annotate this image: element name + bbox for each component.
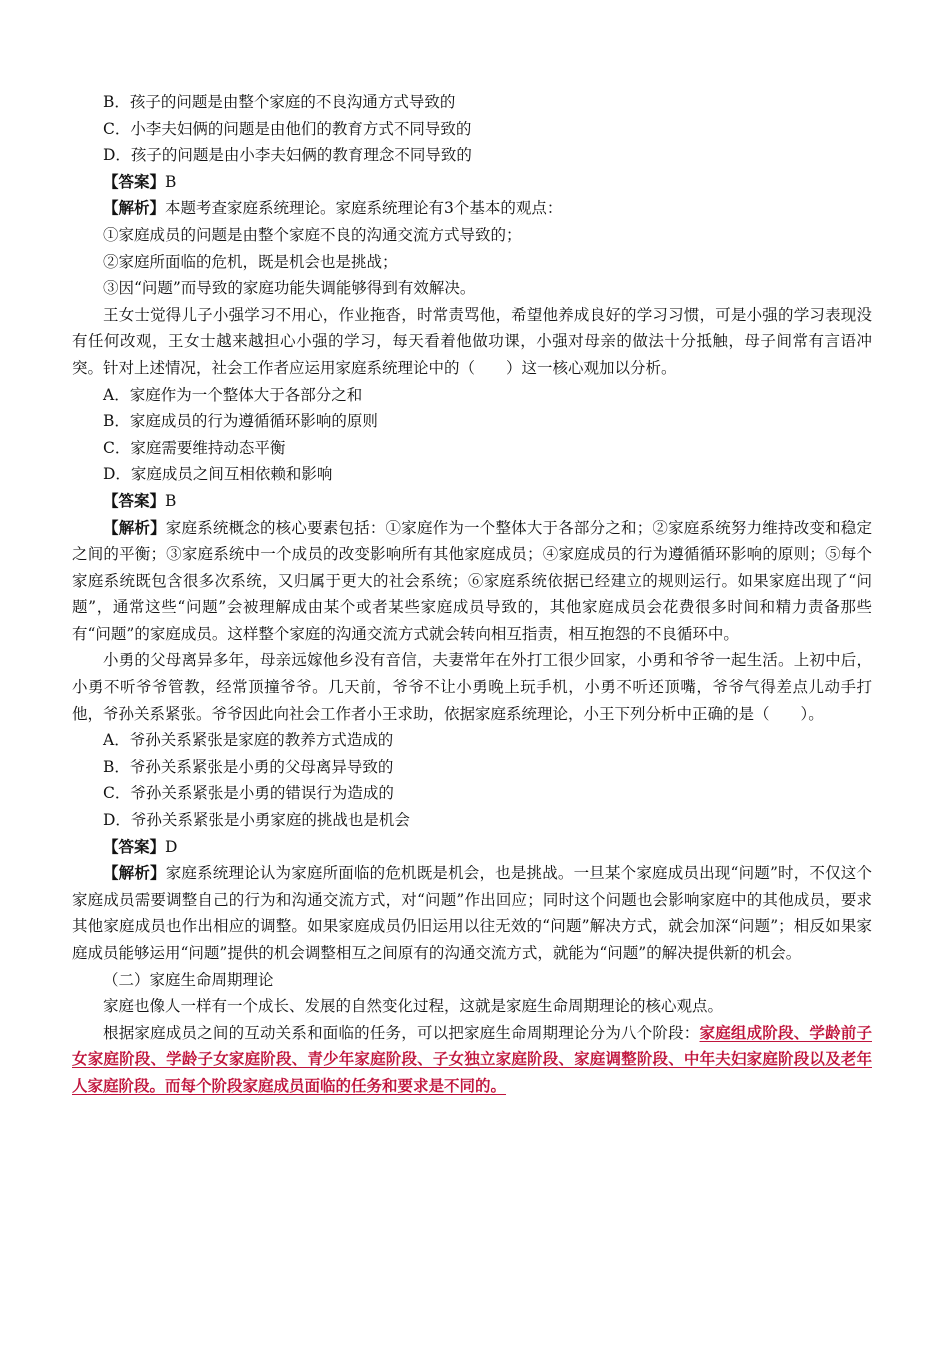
analysis-point-2: ②家庭所面临的危机，既是机会也是挑战；: [103, 252, 398, 271]
analysis-line: [72, 195, 872, 222]
answer-label: 【答案】: [103, 490, 166, 510]
option-b: B．爷孙关系紧张是小勇的父母离异导致的: [103, 757, 394, 776]
option-d: D．爷孙关系紧张是小勇家庭的挑战也是机会: [103, 811, 410, 830]
analysis-label: 【解析】: [103, 198, 166, 218]
option-a: A．爷孙关系紧张是家庭的教养方式造成的: [103, 731, 394, 750]
analysis-point-3: ③因“问题”而导致的家庭功能失调能够得到有效解决。: [103, 279, 476, 298]
section-paragraph: 家庭也像人一样有一个成长、发展的自然变化过程，这就是家庭生命周期理论的核心观点。: [103, 997, 724, 1016]
option-c: C．家庭需要维持动态平衡: [103, 438, 286, 457]
stages-highlight: 家庭组成阶段、学龄前子女家庭阶段、学龄子女家庭阶段、青少年家庭阶段、子女独立家庭阶段、家庭调整阶段、中年夫妇家庭阶段以及老年人家庭阶段。而每个阶段家庭成员面临的任务和要求是不同的。: [72, 1022, 872, 1095]
analysis-text: 本题考查家庭系统理论。家庭系统理论有3个基本的观点：: [165, 199, 563, 218]
option-b: B．家庭成员的行为遵循循环影响的原则: [103, 412, 378, 431]
section-paragraph-stages: [72, 1020, 872, 1100]
answer-label: 【答案】: [103, 171, 166, 191]
analysis-text: 家庭系统概念的核心要素包括：①家庭作为一个整体大于各部分之和；②家庭系统努力维持改变和稳定之间的平衡；③家庭系统中一个成员的改变影响所有其他家庭成员；④家庭成员的行为遵循循环影响的原则；⑤每个家庭系统既包含很多次系统，又归属于更大的社会系统；⑥家庭系统依据已经建立的规则运行。如果家庭出现了“问题”，通常这些“问题”会被理解成由某个或者某些家庭成员导致的，其他家庭成员会花费很多时间和精力责备那些有“问题”的家庭成员。这样整个家庭的沟通交流方式就会转向相互指责，相互抱怨的不良循环中。: [72, 518, 872, 643]
stages-intro: 根据家庭成员之间的互动关系和面临的任务，可以把家庭生命周期理论分为八个阶段：: [103, 1023, 700, 1042]
question-stem: 王女士觉得儿子小强学习不用心，作业拖沓，时常责骂他，希望他养成良好的学习习惯，可是小强的学习表现没有任何改观，王女士越来越担心小强的学习，每天看着他做功课，小强对母亲的做法十分抵触，母子间常有言语冲突。针对上述情况，社会工作者应运用家庭系统理论中的（ ）这一核心观加以分析。: [72, 305, 872, 377]
answer-line: [72, 488, 872, 515]
analysis-paragraph: [72, 515, 872, 648]
question-stem: 小勇的父母离异多年，母亲远嫁他乡没有音信，夫妻常年在外打工很少回家，小勇和爷爷一起生活。上初中后，小勇不听爷爷管教，经常顶撞爷爷。几天前，爷爷不让小勇晚上玩手机，小勇不听还顶嘴，爷爷气得差点儿动手打他，爷孙关系紧张。爷爷因此向社会工作者小王求助，依据家庭系统理论，小王下列分析中正确的是（ ）。: [72, 651, 872, 723]
analysis-label: 【解析】: [103, 517, 166, 537]
analysis-text: 家庭系统理论认为家庭所面临的危机既是机会，也是挑战。一旦某个家庭成员出现“问题”时，不仅这个家庭成员需要调整自己的行为和沟通交流方式，对“问题”作出回应；同时这个问题也会影响家庭中的其他成员，要求其他家庭成员也作出相应的调整。如果家庭成员仍旧运用以往无效的“问题”解决方式，就会加深“问题”；相反如果家庭成员能够运用“问题”提供的机会调整相互之间原有的沟通交流方式，就能为“问题”的解决提供新的机会。: [72, 864, 872, 962]
option-b: B．孩子的问题是由整个家庭的不良沟通方式导致的: [103, 93, 456, 111]
answer-line: [72, 169, 872, 196]
answer-value: B: [165, 491, 177, 510]
option-d: D．家庭成员之间互相依赖和影响: [103, 465, 333, 484]
option-d: D．孩子的问题是由小李夫妇俩的教育理念不同导致的: [103, 146, 472, 165]
answer-value: B: [165, 172, 177, 191]
section-heading: （二）家庭生命周期理论: [103, 970, 274, 989]
option-c: C．爷孙关系紧张是小勇的错误行为造成的: [103, 784, 394, 803]
answer-value: D: [165, 837, 178, 856]
answer-line: [72, 834, 872, 861]
analysis-label: 【解析】: [103, 863, 166, 883]
document-page: [72, 89, 872, 1100]
option-c: C．小李夫妇俩的问题是由他们的教育方式不同导致的: [103, 119, 472, 138]
analysis-paragraph: [72, 860, 872, 966]
option-a: A．家庭作为一个整体大于各部分之和: [103, 385, 363, 404]
analysis-point-1: ①家庭成员的问题是由整个家庭不良的沟通交流方式导致的；: [103, 225, 522, 244]
answer-label: 【答案】: [103, 836, 166, 856]
